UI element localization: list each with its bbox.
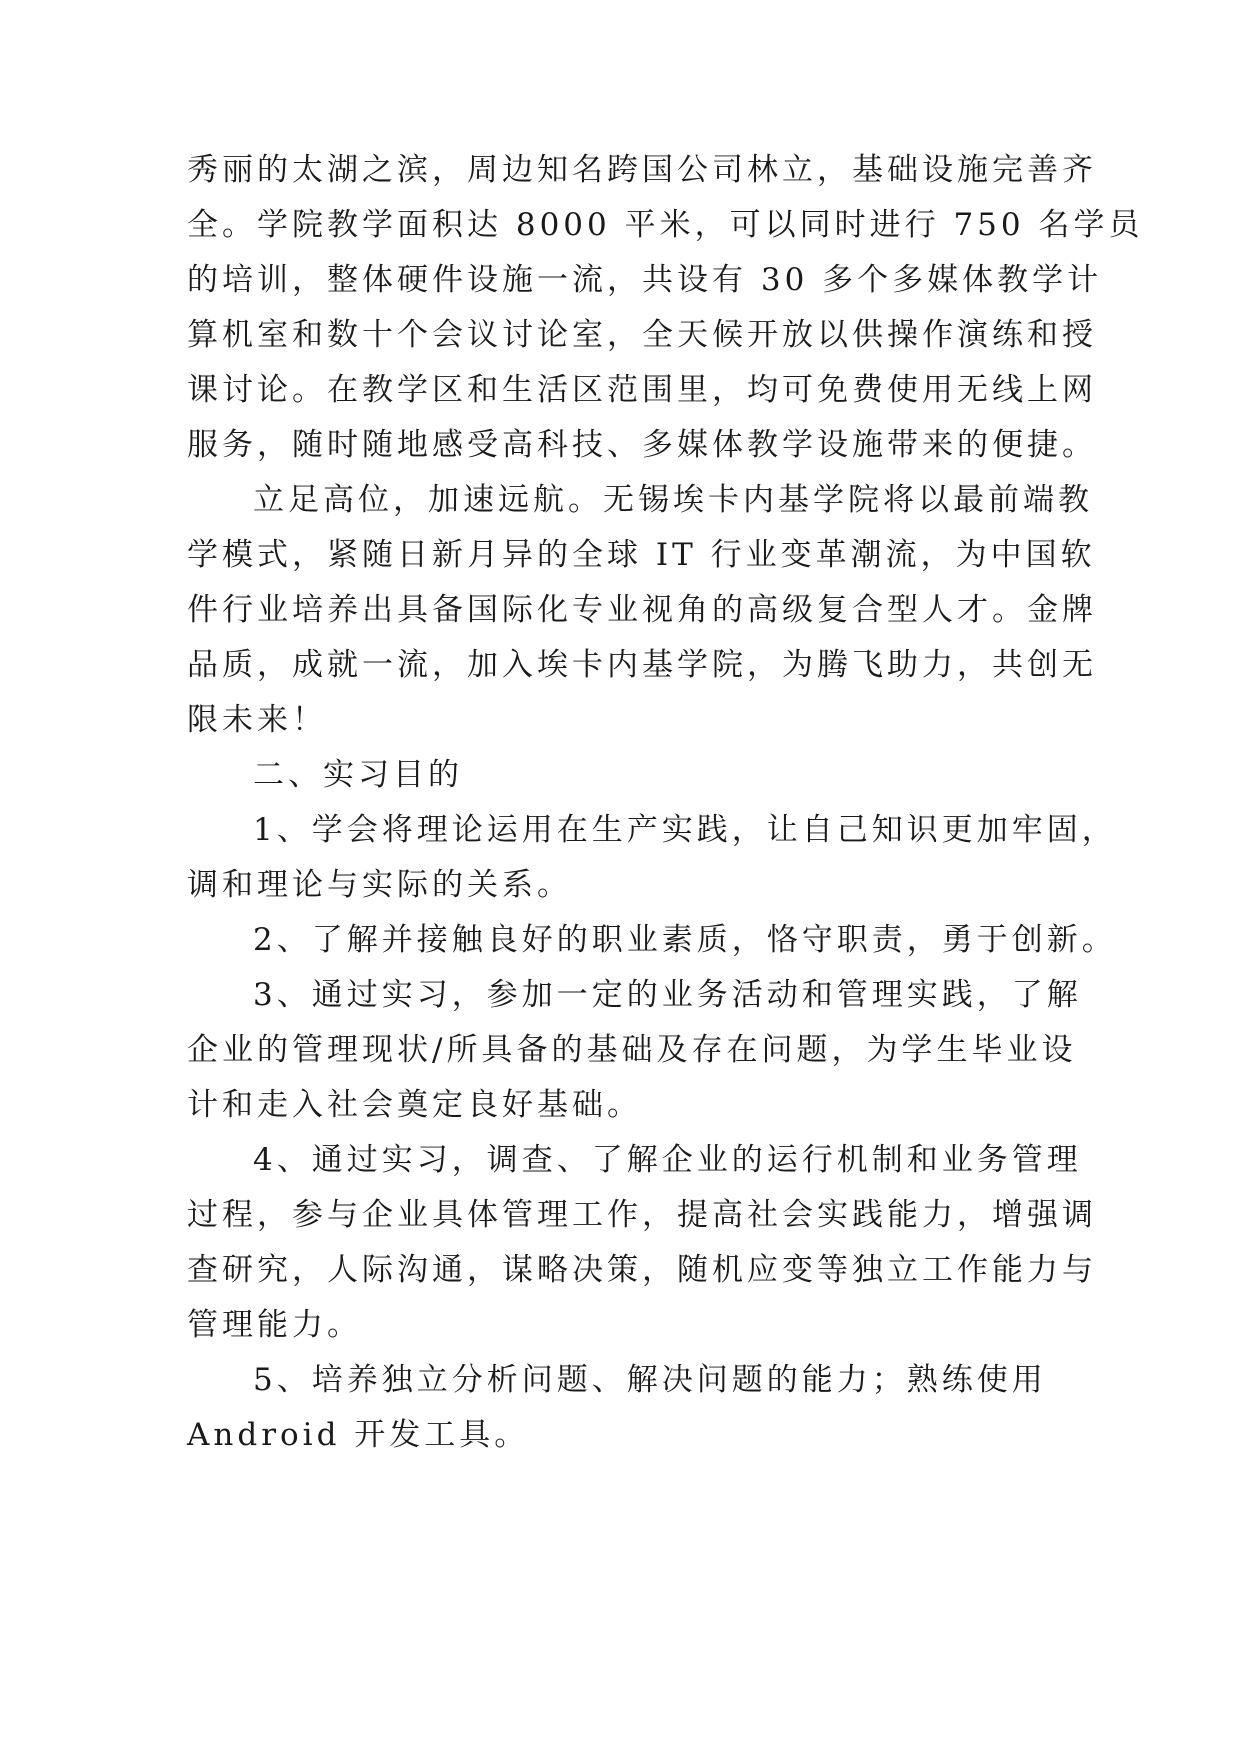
text-line: 2、了解并接触良好的职业素质，恪守职责，勇于创新。 — [253, 922, 1117, 958]
text-line: 管理能力。 — [187, 1307, 362, 1343]
text-line: 过程，参与企业具体管理工作，提高社会实践能力，增强调 — [187, 1197, 1097, 1233]
text-line: 3、通过实习，参加一定的业务活动和管理实践，了解 — [253, 977, 1082, 1013]
text-line: 立足高位，加速远航。无锡埃卡内基学院将以最前端教 — [253, 482, 1093, 518]
text-line: 全。学院教学面积达 8000 平米，可以同时进行 750 名学员 — [187, 207, 1144, 243]
text-line: 1、学会将理论运用在生产实践，让自己知识更加牢固， — [253, 812, 1117, 848]
text-line: 的培训，整体硬件设施一流，共设有 30 多个多媒体教学计 — [187, 262, 1103, 298]
text-line: 企业的管理现状/所具备的基础及存在问题，为学生毕业设 — [187, 1032, 1077, 1068]
text-line: Android 开发工具。 — [187, 1417, 530, 1453]
text-line: 品质，成就一流，加入埃卡内基学院，为腾飞助力，共创无 — [187, 647, 1097, 683]
text-line: 服务，随时随地感受高科技、多媒体教学设施带来的便捷。 — [187, 427, 1097, 463]
text-line: 学模式，紧随日新月异的全球 IT 行业变革潮流，为中国软 — [187, 537, 1096, 573]
text-line: 算机室和数十个会议讨论室，全天候开放以供操作演练和授 — [187, 317, 1097, 353]
text-line: 查研究，人际沟通，谋略决策，随机应变等独立工作能力与 — [187, 1252, 1097, 1288]
text-line: 件行业培养出具备国际化专业视角的高级复合型人才。金牌 — [187, 592, 1097, 628]
text-line: 课讨论。在教学区和生活区范围里，均可免费使用无线上网 — [187, 372, 1097, 408]
text-line: 秀丽的太湖之滨，周边知名跨国公司林立，基础设施完善齐 — [187, 152, 1097, 188]
text-line: 调和理论与实际的关系。 — [187, 867, 572, 903]
text-line: 计和走入社会奠定良好基础。 — [187, 1087, 642, 1123]
text-line: 4、通过实习，调查、了解企业的运行机制和业务管理 — [253, 1142, 1082, 1178]
text-line: 5、培养独立分析问题、解决问题的能力；熟练使用 — [253, 1362, 1047, 1398]
section-heading: 二、实习目的 — [253, 757, 463, 793]
text-line: 限未来！ — [187, 702, 327, 738]
